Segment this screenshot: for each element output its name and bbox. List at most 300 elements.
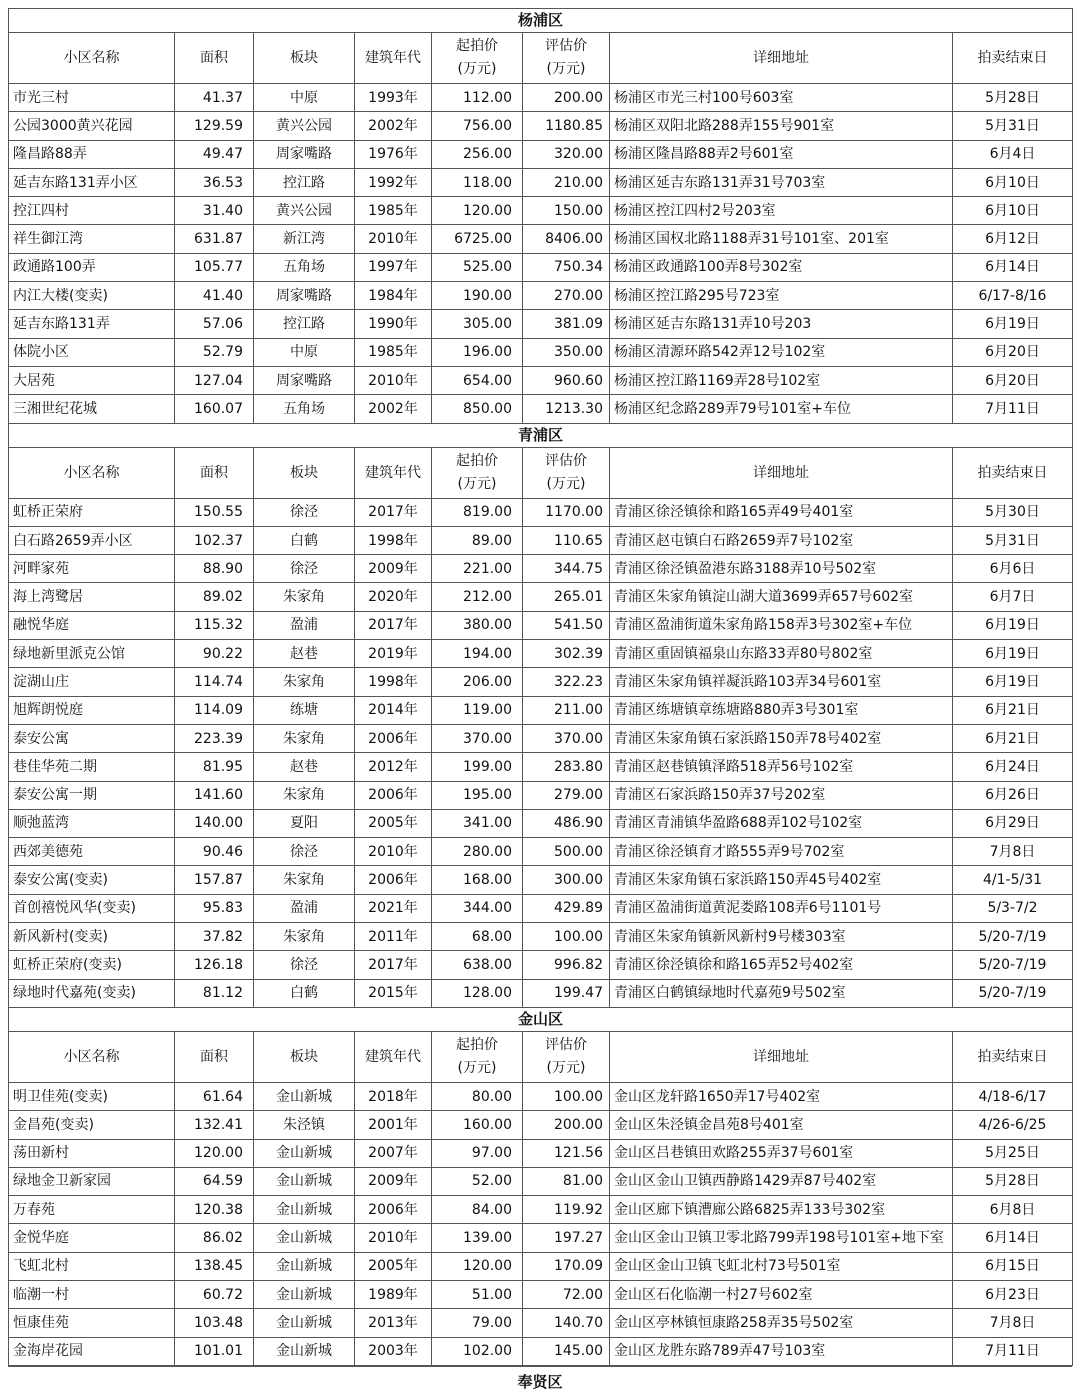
listing-cell: 新风新村(变卖) xyxy=(9,923,175,951)
listing-cell: 6月14日 xyxy=(953,253,1073,281)
listing-cell: 6月29日 xyxy=(953,809,1073,837)
district-title: 杨浦区 xyxy=(9,9,1073,33)
listing-row xyxy=(9,979,1073,1007)
column-header: 建筑年代 xyxy=(355,1031,432,1082)
listing-cell: 89.02 xyxy=(175,583,254,611)
listing-cell: 120.38 xyxy=(175,1196,254,1224)
listing-cell: 金山区朱泾镇金昌苑8号401室 xyxy=(610,1111,953,1139)
listing-cell: 486.90 xyxy=(523,809,610,837)
listing-cell: 195.00 xyxy=(432,781,523,809)
listing-cell: 2019年 xyxy=(355,640,432,668)
listing-cell: 泰安公寓(变卖) xyxy=(9,866,175,894)
listing-row xyxy=(9,555,1073,583)
listing-row xyxy=(9,1082,1073,1110)
listing-cell: 金山新城 xyxy=(254,1337,355,1365)
listing-cell: 1989年 xyxy=(355,1280,432,1308)
listing-cell: 341.00 xyxy=(432,809,523,837)
listing-cell: 120.00 xyxy=(432,197,523,225)
listing-cell: 5月30日 xyxy=(953,498,1073,526)
listing-cell: 顺弛蓝湾 xyxy=(9,809,175,837)
listing-cell: 381.09 xyxy=(523,310,610,338)
listing-cell: 2006年 xyxy=(355,1196,432,1224)
listing-cell: 2010年 xyxy=(355,838,432,866)
listing-cell: 320.00 xyxy=(523,140,610,168)
listing-row xyxy=(9,84,1073,112)
column-header: 详细地址 xyxy=(610,33,953,84)
listing-cell: 429.89 xyxy=(523,894,610,922)
listing-cell: 145.00 xyxy=(523,1337,610,1365)
listing-cell: 41.40 xyxy=(175,282,254,310)
listing-cell: 6月19日 xyxy=(953,640,1073,668)
listing-cell: 344.75 xyxy=(523,555,610,583)
listing-cell: 200.00 xyxy=(523,84,610,112)
listing-cell: 青浦区赵屯镇白石路2659弄7号102室 xyxy=(610,526,953,554)
listing-cell: 金海岸花园 xyxy=(9,1337,175,1365)
listing-cell: 6/17-8/16 xyxy=(953,282,1073,310)
listing-cell: 300.00 xyxy=(523,866,610,894)
listing-cell: 2017年 xyxy=(355,951,432,979)
listing-cell: 115.32 xyxy=(175,611,254,639)
district-title: 青浦区 xyxy=(9,423,1073,447)
listing-cell: 金山新城 xyxy=(254,1224,355,1252)
listing-cell: 2006年 xyxy=(355,724,432,752)
listing-cell: 周家嘴路 xyxy=(254,282,355,310)
listing-cell: 赵巷 xyxy=(254,753,355,781)
column-header-row xyxy=(9,33,1073,84)
listing-cell: 638.00 xyxy=(432,951,523,979)
listing-cell: 196.00 xyxy=(432,338,523,366)
listing-cell: 杨浦区市光三村100号603室 xyxy=(610,84,953,112)
listing-cell: 121.56 xyxy=(523,1139,610,1167)
listing-cell: 2005年 xyxy=(355,1252,432,1280)
listing-cell: 金山新城 xyxy=(254,1139,355,1167)
listing-row xyxy=(9,366,1073,394)
listing-cell: 57.06 xyxy=(175,310,254,338)
listing-row xyxy=(9,1139,1073,1167)
listing-cell: 2020年 xyxy=(355,583,432,611)
listing-cell: 5月28日 xyxy=(953,84,1073,112)
listing-row xyxy=(9,866,1073,894)
listing-cell: 4/18-6/17 xyxy=(953,1082,1073,1110)
listing-cell: 199.47 xyxy=(523,979,610,1007)
listing-cell: 青浦区青浦镇华盈路688弄102号102室 xyxy=(610,809,953,837)
listing-cell: 杨浦区双阳北路288弄155号901室 xyxy=(610,112,953,140)
listing-cell: 控江路 xyxy=(254,310,355,338)
listing-cell: 金山新城 xyxy=(254,1252,355,1280)
listing-cell: 隆昌路88弄 xyxy=(9,140,175,168)
listing-cell: 2006年 xyxy=(355,781,432,809)
listing-cell: 五角场 xyxy=(254,253,355,281)
listing-cell: 64.59 xyxy=(175,1167,254,1195)
listing-cell: 金悦华庭 xyxy=(9,1224,175,1252)
listing-cell: 1998年 xyxy=(355,526,432,554)
listing-cell: 1984年 xyxy=(355,282,432,310)
listing-cell: 128.00 xyxy=(432,979,523,1007)
listing-cell: 7月11日 xyxy=(953,395,1073,423)
listing-cell: 200.00 xyxy=(523,1111,610,1139)
listing-cell: 青浦区朱家角镇祥凝浜路103弄34号601室 xyxy=(610,668,953,696)
listing-cell: 绿地新里派克公馆 xyxy=(9,640,175,668)
listing-cell: 1985年 xyxy=(355,338,432,366)
listing-cell: 7月8日 xyxy=(953,838,1073,866)
listing-row xyxy=(9,951,1073,979)
auction-listing-sheet xyxy=(8,8,1072,1366)
listing-cell: 2018年 xyxy=(355,1082,432,1110)
listing-cell: 5/20-7/19 xyxy=(953,923,1073,951)
listing-cell: 120.00 xyxy=(432,1252,523,1280)
listing-cell: 168.00 xyxy=(432,866,523,894)
listing-cell: 泰安公寓一期 xyxy=(9,781,175,809)
next-section-title: 奉贤区 xyxy=(517,1373,563,1391)
listing-cell: 150.55 xyxy=(175,498,254,526)
listing-row xyxy=(9,1196,1073,1224)
listing-cell: 朱家角 xyxy=(254,923,355,951)
district-title: 金山区 xyxy=(9,1007,1073,1031)
listing-cell: 140.00 xyxy=(175,809,254,837)
listing-row xyxy=(9,225,1073,253)
listing-cell: 1985年 xyxy=(355,197,432,225)
listing-cell: 6月21日 xyxy=(953,724,1073,752)
listing-cell: 三湘世纪花城 xyxy=(9,395,175,423)
listing-cell: 2006年 xyxy=(355,866,432,894)
column-header: 评估价 (万元) xyxy=(523,447,610,498)
listing-cell: 河畔家苑 xyxy=(9,555,175,583)
listing-cell: 朱家角 xyxy=(254,866,355,894)
listing-cell: 延吉东路131弄小区 xyxy=(9,168,175,196)
listing-cell: 青浦区重固镇福泉山东路33弄80号802室 xyxy=(610,640,953,668)
column-header: 拍卖结束日 xyxy=(953,33,1073,84)
listing-row xyxy=(9,498,1073,526)
listing-cell: 2011年 xyxy=(355,923,432,951)
listing-cell: 赵巷 xyxy=(254,640,355,668)
listing-cell: 654.00 xyxy=(432,366,523,394)
listing-cell: 500.00 xyxy=(523,838,610,866)
listing-cell: 5/3-7/2 xyxy=(953,894,1073,922)
listing-cell: 41.37 xyxy=(175,84,254,112)
listing-cell: 青浦区朱家角镇石家浜路150弄45号402室 xyxy=(610,866,953,894)
listing-cell: 2014年 xyxy=(355,696,432,724)
listing-cell: 2017年 xyxy=(355,611,432,639)
listing-cell: 政通路100弄 xyxy=(9,253,175,281)
listing-cell: 1998年 xyxy=(355,668,432,696)
listing-cell: 81.00 xyxy=(523,1167,610,1195)
listing-cell: 泰安公寓 xyxy=(9,724,175,752)
listing-cell: 5月25日 xyxy=(953,1139,1073,1167)
listing-row xyxy=(9,253,1073,281)
listing-cell: 6月12日 xyxy=(953,225,1073,253)
column-header: 小区名称 xyxy=(9,1031,175,1082)
listing-cell: 徐泾 xyxy=(254,838,355,866)
listing-cell: 120.00 xyxy=(175,1139,254,1167)
listing-cell: 1990年 xyxy=(355,310,432,338)
listing-cell: 虹桥正荣府 xyxy=(9,498,175,526)
listing-cell: 6月14日 xyxy=(953,1224,1073,1252)
listing-cell: 270.00 xyxy=(523,282,610,310)
listing-cell: 4/26-6/25 xyxy=(953,1111,1073,1139)
listing-cell: 2010年 xyxy=(355,366,432,394)
listing-cell: 盈浦 xyxy=(254,894,355,922)
listing-cell: 徐泾 xyxy=(254,555,355,583)
listing-row xyxy=(9,1309,1073,1337)
listing-cell: 52.00 xyxy=(432,1167,523,1195)
listing-cell: 150.00 xyxy=(523,197,610,225)
listing-cell: 6月15日 xyxy=(953,1252,1073,1280)
listing-cell: 黄兴公园 xyxy=(254,112,355,140)
listing-cell: 白石路2659弄小区 xyxy=(9,526,175,554)
listing-row xyxy=(9,611,1073,639)
listing-cell: 青浦区盈浦街道黄泥娄路108弄6号1101号 xyxy=(610,894,953,922)
listing-cell: 89.00 xyxy=(432,526,523,554)
listing-cell: 西郊美德苑 xyxy=(9,838,175,866)
listing-cell: 7月11日 xyxy=(953,1337,1073,1365)
listing-cell: 72.00 xyxy=(523,1280,610,1308)
listing-cell: 祥生御江湾 xyxy=(9,225,175,253)
listing-cell: 朱家角 xyxy=(254,781,355,809)
listing-cell: 79.00 xyxy=(432,1309,523,1337)
listing-cell: 朱家角 xyxy=(254,724,355,752)
listing-cell: 850.00 xyxy=(432,395,523,423)
listing-cell: 84.00 xyxy=(432,1196,523,1224)
listing-cell: 青浦区徐泾镇徐和路165弄49号401室 xyxy=(610,498,953,526)
listing-row xyxy=(9,282,1073,310)
listing-cell: 132.41 xyxy=(175,1111,254,1139)
listing-row xyxy=(9,894,1073,922)
listing-cell: 221.00 xyxy=(432,555,523,583)
listing-cell: 129.59 xyxy=(175,112,254,140)
listing-cell: 97.00 xyxy=(432,1139,523,1167)
auction-table xyxy=(8,8,1073,1366)
listing-cell: 杨浦区纪念路289弄79号101室+车位 xyxy=(610,395,953,423)
listing-row xyxy=(9,583,1073,611)
listing-cell: 6月20日 xyxy=(953,338,1073,366)
column-header: 面积 xyxy=(175,447,254,498)
listing-cell: 139.00 xyxy=(432,1224,523,1252)
listing-cell: 1993年 xyxy=(355,84,432,112)
listing-cell: 4/1-5/31 xyxy=(953,866,1073,894)
listing-cell: 2012年 xyxy=(355,753,432,781)
listing-cell: 金山区廊下镇漕廊公路6825弄133号302室 xyxy=(610,1196,953,1224)
listing-row xyxy=(9,1224,1073,1252)
column-header: 详细地址 xyxy=(610,447,953,498)
listing-cell: 2010年 xyxy=(355,1224,432,1252)
listing-cell: 青浦区徐泾镇育才路555弄9号702室 xyxy=(610,838,953,866)
listing-cell: 5/20-7/19 xyxy=(953,951,1073,979)
listing-cell: 朱泾镇 xyxy=(254,1111,355,1139)
listing-cell: 巷佳华苑二期 xyxy=(9,753,175,781)
column-header-row xyxy=(9,447,1073,498)
listing-cell: 127.04 xyxy=(175,366,254,394)
listing-cell: 周家嘴路 xyxy=(254,140,355,168)
listing-cell: 2007年 xyxy=(355,1139,432,1167)
listing-cell: 223.39 xyxy=(175,724,254,752)
column-header: 面积 xyxy=(175,33,254,84)
listing-cell: 81.12 xyxy=(175,979,254,1007)
listing-cell: 6月10日 xyxy=(953,197,1073,225)
listing-cell: 白鹤 xyxy=(254,526,355,554)
listing-cell: 197.27 xyxy=(523,1224,610,1252)
listing-cell: 2015年 xyxy=(355,979,432,1007)
listing-row xyxy=(9,640,1073,668)
listing-cell: 中原 xyxy=(254,84,355,112)
listing-cell: 126.18 xyxy=(175,951,254,979)
listing-cell: 金昌苑(变卖) xyxy=(9,1111,175,1139)
listing-cell: 朱家角 xyxy=(254,668,355,696)
listing-cell: 541.50 xyxy=(523,611,610,639)
listing-cell: 杨浦区控江四村2号203室 xyxy=(610,197,953,225)
listing-cell: 194.00 xyxy=(432,640,523,668)
listing-cell: 80.00 xyxy=(432,1082,523,1110)
listing-cell: 金山区金山卫镇卫零北路799弄198号101室+地下室 xyxy=(610,1224,953,1252)
listing-cell: 6月23日 xyxy=(953,1280,1073,1308)
listing-cell: 延吉东路131弄 xyxy=(9,310,175,338)
listing-cell: 212.00 xyxy=(432,583,523,611)
listing-row xyxy=(9,668,1073,696)
listing-cell: 控江四村 xyxy=(9,197,175,225)
listing-cell: 6月8日 xyxy=(953,1196,1073,1224)
listing-cell: 344.00 xyxy=(432,894,523,922)
listing-cell: 6月19日 xyxy=(953,611,1073,639)
listing-cell: 1180.85 xyxy=(523,112,610,140)
listing-cell: 盈浦 xyxy=(254,611,355,639)
listing-cell: 中原 xyxy=(254,338,355,366)
listing-cell: 370.00 xyxy=(523,724,610,752)
listing-cell: 朱家角 xyxy=(254,583,355,611)
listing-cell: 190.00 xyxy=(432,282,523,310)
listing-cell: 新江湾 xyxy=(254,225,355,253)
column-header: 小区名称 xyxy=(9,447,175,498)
listing-cell: 淀湖山庄 xyxy=(9,668,175,696)
listing-cell: 756.00 xyxy=(432,112,523,140)
listing-row xyxy=(9,338,1073,366)
listing-cell: 7月8日 xyxy=(953,1309,1073,1337)
listing-cell: 105.77 xyxy=(175,253,254,281)
listing-cell: 210.00 xyxy=(523,168,610,196)
listing-cell: 100.00 xyxy=(523,923,610,951)
listing-cell: 6月4日 xyxy=(953,140,1073,168)
listing-cell: 万春苑 xyxy=(9,1196,175,1224)
listing-row xyxy=(9,838,1073,866)
listing-row xyxy=(9,696,1073,724)
listing-cell: 金山区金山卫镇西静路1429弄87号402室 xyxy=(610,1167,953,1195)
listing-cell: 280.00 xyxy=(432,838,523,866)
listing-cell: 2001年 xyxy=(355,1111,432,1139)
listing-cell: 1213.30 xyxy=(523,395,610,423)
listing-cell: 周家嘴路 xyxy=(254,366,355,394)
listing-cell: 虹桥正荣府(变卖) xyxy=(9,951,175,979)
column-header: 建筑年代 xyxy=(355,447,432,498)
listing-cell: 2002年 xyxy=(355,112,432,140)
listing-cell: 114.74 xyxy=(175,668,254,696)
listing-cell: 2021年 xyxy=(355,894,432,922)
listing-cell: 2009年 xyxy=(355,555,432,583)
listing-row xyxy=(9,781,1073,809)
listing-cell: 5/20-7/19 xyxy=(953,979,1073,1007)
listing-cell: 103.48 xyxy=(175,1309,254,1337)
listing-cell: 临潮一村 xyxy=(9,1280,175,1308)
listing-cell: 37.82 xyxy=(175,923,254,951)
listing-cell: 海上湾鹭居 xyxy=(9,583,175,611)
listing-cell: 杨浦区控江路295号723室 xyxy=(610,282,953,310)
listing-cell: 白鹤 xyxy=(254,979,355,1007)
listing-cell: 6月26日 xyxy=(953,781,1073,809)
listing-cell: 141.60 xyxy=(175,781,254,809)
listing-row xyxy=(9,923,1073,951)
listing-cell: 青浦区赵巷镇镇泽路518弄56号102室 xyxy=(610,753,953,781)
listing-cell: 95.83 xyxy=(175,894,254,922)
listing-cell: 525.00 xyxy=(432,253,523,281)
listing-cell: 102.37 xyxy=(175,526,254,554)
listing-cell: 金山区龙胜东路789弄47号103室 xyxy=(610,1337,953,1365)
listing-cell: 首创禧悦风华(变卖) xyxy=(9,894,175,922)
listing-cell: 青浦区朱家角镇淀山湖大道3699弄657号602室 xyxy=(610,583,953,611)
listing-row xyxy=(9,310,1073,338)
column-header: 板块 xyxy=(254,33,355,84)
listing-cell: 五角场 xyxy=(254,395,355,423)
listing-cell: 6月7日 xyxy=(953,583,1073,611)
listing-cell: 金山新城 xyxy=(254,1082,355,1110)
listing-cell: 2005年 xyxy=(355,809,432,837)
column-header: 小区名称 xyxy=(9,33,175,84)
listing-cell: 杨浦区政通路100弄8号302室 xyxy=(610,253,953,281)
listing-cell: 杨浦区国权北路1188弄31号101室、201室 xyxy=(610,225,953,253)
listing-cell: 大居苑 xyxy=(9,366,175,394)
listing-cell: 青浦区徐泾镇盈港东路3188弄10号502室 xyxy=(610,555,953,583)
listing-cell: 36.53 xyxy=(175,168,254,196)
listing-cell: 305.00 xyxy=(432,310,523,338)
listing-cell: 6月10日 xyxy=(953,168,1073,196)
listing-cell: 金山区金山卫镇飞虹北村73号501室 xyxy=(610,1252,953,1280)
listing-cell: 练塘 xyxy=(254,696,355,724)
listing-cell: 322.23 xyxy=(523,668,610,696)
listing-cell: 750.34 xyxy=(523,253,610,281)
listing-row xyxy=(9,112,1073,140)
listing-cell: 370.00 xyxy=(432,724,523,752)
column-header: 建筑年代 xyxy=(355,33,432,84)
column-header: 板块 xyxy=(254,447,355,498)
listing-cell: 2003年 xyxy=(355,1337,432,1365)
listing-cell: 2013年 xyxy=(355,1309,432,1337)
listing-cell: 265.01 xyxy=(523,583,610,611)
listing-row xyxy=(9,809,1073,837)
listing-cell: 5月31日 xyxy=(953,526,1073,554)
column-header: 板块 xyxy=(254,1031,355,1082)
listing-cell: 杨浦区延吉东路131弄31号703室 xyxy=(610,168,953,196)
listing-cell: 融悦华庭 xyxy=(9,611,175,639)
listing-cell: 飞虹北村 xyxy=(9,1252,175,1280)
listing-cell: 302.39 xyxy=(523,640,610,668)
listing-cell: 2010年 xyxy=(355,225,432,253)
listing-cell: 101.01 xyxy=(175,1337,254,1365)
listing-cell: 110.65 xyxy=(523,526,610,554)
listing-cell: 杨浦区控江路1169弄28号102室 xyxy=(610,366,953,394)
listing-cell: 119.00 xyxy=(432,696,523,724)
listing-cell: 114.09 xyxy=(175,696,254,724)
listing-row xyxy=(9,168,1073,196)
listing-cell: 61.64 xyxy=(175,1082,254,1110)
listing-cell: 金山区石化临潮一村27号602室 xyxy=(610,1280,953,1308)
column-header: 起拍价 (万元) xyxy=(432,1031,523,1082)
listing-cell: 6725.00 xyxy=(432,225,523,253)
listing-cell: 49.47 xyxy=(175,140,254,168)
listing-cell: 青浦区白鹤镇绿地时代嘉苑9号502室 xyxy=(610,979,953,1007)
listing-cell: 118.00 xyxy=(432,168,523,196)
listing-cell: 140.70 xyxy=(523,1309,610,1337)
listing-cell: 金山区吕巷镇田欢路255弄37号601室 xyxy=(610,1139,953,1167)
column-header-row xyxy=(9,1031,1073,1082)
listing-cell: 恒康佳苑 xyxy=(9,1309,175,1337)
listing-cell: 黄兴公园 xyxy=(254,197,355,225)
column-header: 起拍价 (万元) xyxy=(432,33,523,84)
